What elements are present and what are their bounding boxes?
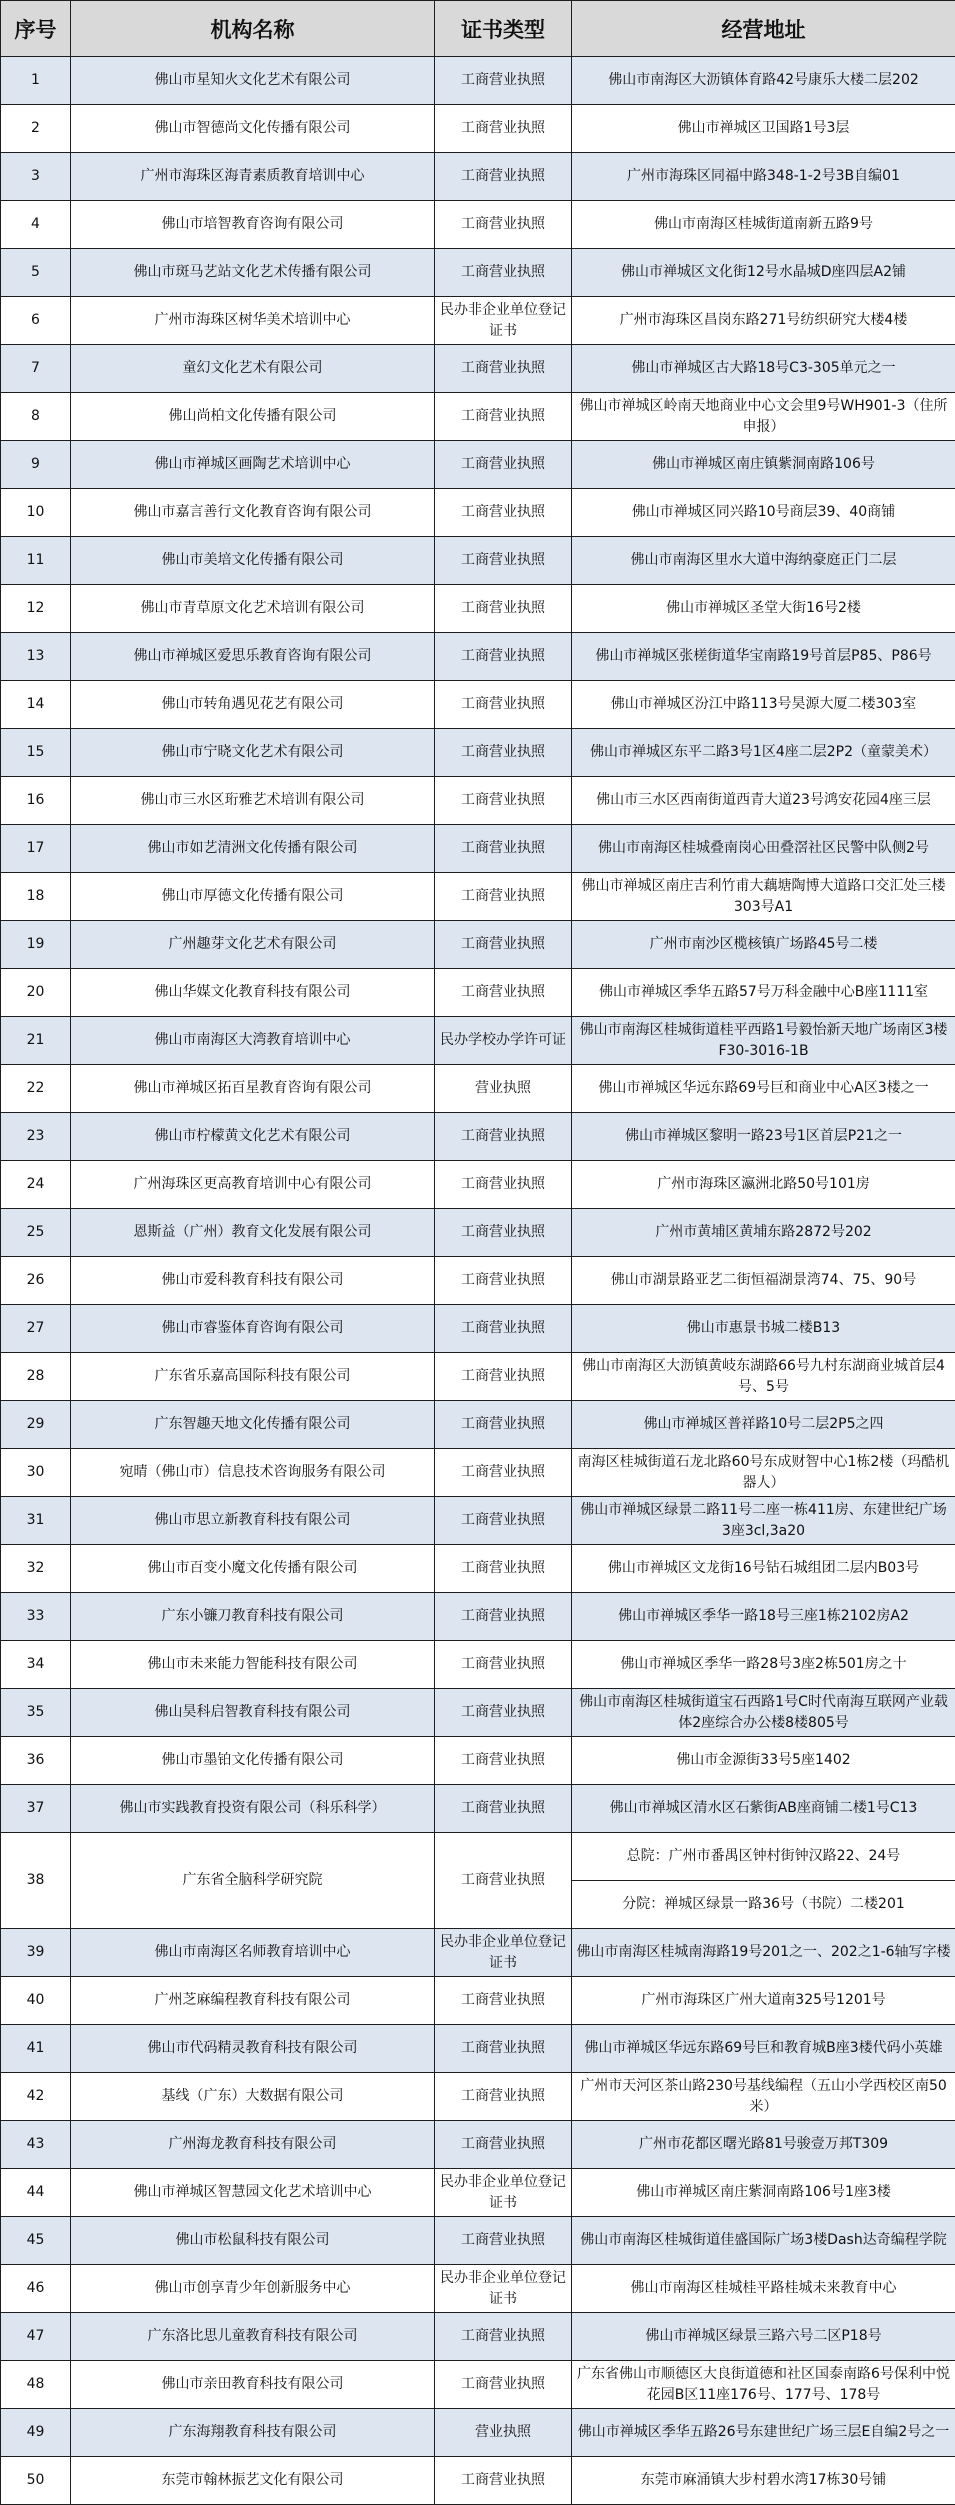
row-number: 48 [1,2361,71,2409]
table-row [1,489,955,537]
row-number: 18 [1,873,71,921]
certificate-type: 民办非企业单位登记证书 [435,1929,572,1977]
row-number: 11 [1,537,71,585]
row-number: 13 [1,633,71,681]
table-row [1,2073,955,2121]
certificate-type: 工商营业执照 [435,201,572,249]
row-number: 12 [1,585,71,633]
row-number: 46 [1,2265,71,2313]
certificate-type: 工商营业执照 [435,2073,572,2121]
business-address: 佛山市禅城区华远东路69号巨和商业中心A区3楼之一 [572,1065,955,1113]
institution-name: 广州芝麻编程教育科技有限公司 [71,1977,435,2025]
certificate-type: 工商营业执照 [435,1209,572,1257]
institution-name: 佛山市创享青少年创新服务中心 [71,2265,435,2313]
row-number: 45 [1,2217,71,2265]
row-number: 23 [1,1113,71,1161]
certificate-type: 工商营业执照 [435,1593,572,1641]
business-address: 广州市花都区曙光路81号骏壹万邦T309 [572,2121,955,2169]
business-address: 佛山市三水区西南街道西青大道23号鸿安花园4座三层 [572,777,955,825]
row-number: 40 [1,1977,71,2025]
business-address: 佛山市禅城区季华五路57号万科金融中心B座1111室 [572,969,955,1017]
row-number: 29 [1,1401,71,1449]
table-row [1,2409,955,2457]
certificate-type: 工商营业执照 [435,633,572,681]
certificate-type: 工商营业执照 [435,921,572,969]
business-address: 佛山市南海区桂城街道南新五路9号 [572,201,955,249]
row-number: 28 [1,1353,71,1401]
business-address: 广州市海珠区广州大道南325号1201号 [572,1977,955,2025]
table-row [1,1833,955,1929]
table-row [1,873,955,921]
institution-name: 广东智趣天地文化传播有限公司 [71,1401,435,1449]
business-address: 佛山市禅城区同兴路10号商层39、40商铺 [572,489,955,537]
institution-name: 佛山尚柏文化传播有限公司 [71,393,435,441]
institution-name: 佛山市智德尚文化传播有限公司 [71,105,435,153]
business-address: 佛山市南海区桂城南海路19号201之一、202之1-6轴写字楼 [572,1929,955,1977]
certificate-type: 工商营业执照 [435,1401,572,1449]
business-address: 广州市黄埔区黄埔东路2872号202 [572,1209,955,1257]
certificate-type: 工商营业执照 [435,441,572,489]
institution-name: 广州海龙教育科技有限公司 [71,2121,435,2169]
table-row [1,1929,955,1977]
row-number: 17 [1,825,71,873]
row-number: 33 [1,1593,71,1641]
certificate-type: 民办学校办学许可证 [435,1017,572,1065]
institution-name: 佛山市睿鉴体育咨询有限公司 [71,1305,435,1353]
row-number: 4 [1,201,71,249]
table-row [1,1401,955,1449]
institution-name: 佛山市星知火文化艺术有限公司 [71,57,435,105]
certificate-type: 工商营业执照 [435,1737,572,1785]
business-address: 佛山市南海区桂城叠南岗心田叠滘社区民警中队侧2号 [572,825,955,873]
table-row [1,297,955,345]
table-row [1,921,955,969]
row-number: 24 [1,1161,71,1209]
certificate-type: 工商营业执照 [435,1977,572,2025]
institution-name: 广州趣芽文化艺术有限公司 [71,921,435,969]
certificate-type: 工商营业执照 [435,873,572,921]
certificate-type: 工商营业执照 [435,681,572,729]
table-row [1,969,955,1017]
business-address: 佛山市禅城区圣堂大街16号2楼 [572,585,955,633]
institution-name: 佛山市宁晓文化艺术有限公司 [71,729,435,777]
row-number: 47 [1,2313,71,2361]
business-address: 佛山市禅城区普祥路10号二层2P5之四 [572,1401,955,1449]
business-address: 佛山市禅城区季华五路26号东建世纪广场三层E自编2号之一 [572,2409,955,2457]
business-address: 佛山市禅城区绿景三路六号二区P18号 [572,2313,955,2361]
table-row [1,1977,955,2025]
institution-name: 佛山市禅城区智慧园文化艺术培训中心 [71,2169,435,2217]
table-row [1,2265,955,2313]
row-number: 30 [1,1449,71,1497]
certificate-type: 工商营业执照 [435,537,572,585]
table-row [1,1449,955,1497]
business-address: 佛山市南海区桂城桂平路桂城未来教育中心 [572,2265,955,2313]
certificate-type: 工商营业执照 [435,1785,572,1833]
institution-name: 佛山市禅城区拓百星教育咨询有限公司 [71,1065,435,1113]
row-number: 14 [1,681,71,729]
table-row [1,1305,955,1353]
certificate-type: 工商营业执照 [435,1497,572,1545]
certificate-type: 工商营业执照 [435,1113,572,1161]
certificate-type: 工商营业执照 [435,2361,572,2409]
certificate-type: 工商营业执照 [435,2313,572,2361]
row-number: 15 [1,729,71,777]
business-address: 南海区桂城街道石龙北路60号东成财智中心1栋2楼（玛酷机器人） [572,1449,955,1497]
table-row [1,2361,955,2409]
table-row [1,585,955,633]
address-part: 分院：禅城区绿景一路36号（书院）二楼201 [576,1881,951,1928]
table-row [1,105,955,153]
business-address: 佛山市禅城区南庄紫洞南路106号1座3楼 [572,2169,955,2217]
row-number: 25 [1,1209,71,1257]
table-row [1,825,955,873]
row-number: 42 [1,2073,71,2121]
table-row [1,57,955,105]
certificate-type: 民办非企业单位登记证书 [435,2169,572,2217]
institution-name: 佛山市思立新教育科技有限公司 [71,1497,435,1545]
table-row [1,201,955,249]
table-row [1,1593,955,1641]
table-row [1,1113,955,1161]
certificate-type: 工商营业执照 [435,1161,572,1209]
row-number: 19 [1,921,71,969]
table-row [1,1161,955,1209]
business-address: 佛山市禅城区季华一路18号三座1栋2102房A2 [572,1593,955,1641]
business-address: 东莞市麻涌镇大步村碧水湾17栋30号铺 [572,2457,955,2505]
certificate-type: 工商营业执照 [435,585,572,633]
institution-name: 东莞市翰林振艺文化有限公司 [71,2457,435,2505]
row-number: 38 [1,1833,71,1929]
table-row [1,681,955,729]
row-number: 50 [1,2457,71,2505]
business-address: 佛山市南海区大沥镇体育路42号康乐大楼二层202 [572,57,955,105]
certificate-type: 工商营业执照 [435,729,572,777]
business-address: 佛山市禅城区文化街12号水晶城D座四层A2铺 [572,249,955,297]
row-number: 7 [1,345,71,393]
row-number: 44 [1,2169,71,2217]
row-number: 3 [1,153,71,201]
institution-name: 佛山市美培文化传播有限公司 [71,537,435,585]
business-address: 佛山市禅城区文龙街16号钻石城组团二层内B03号 [572,1545,955,1593]
certificate-type: 工商营业执照 [435,1545,572,1593]
business-address: 佛山市南海区大沥镇黄岐东湖路66号九村东湖商业城首层4号、5号 [572,1353,955,1401]
institution-name: 广州海珠区更高教育培训中心有限公司 [71,1161,435,1209]
header-no: 序号 [1,1,71,57]
institution-name: 佛山市三水区珩雅艺术培训有限公司 [71,777,435,825]
row-number: 10 [1,489,71,537]
header-name: 机构名称 [71,1,435,57]
row-number: 2 [1,105,71,153]
row-number: 27 [1,1305,71,1353]
business-address: 佛山市南海区里水大道中海纳豪庭正门二层 [572,537,955,585]
table-row [1,729,955,777]
row-number: 35 [1,1689,71,1737]
business-address: 广州市天河区茶山路230号基线编程（五山小学西校区南50米） [572,2073,955,2121]
certificate-type: 营业执照 [435,2409,572,2457]
institution-name: 佛山市禅城区爱思乐教育咨询有限公司 [71,633,435,681]
row-number: 43 [1,2121,71,2169]
certificate-type: 工商营业执照 [435,2217,572,2265]
certificate-type: 工商营业执照 [435,489,572,537]
certificate-type: 营业执照 [435,1065,572,1113]
table-row [1,1785,955,1833]
table-row [1,345,955,393]
table-body [1,57,955,2505]
certificate-type: 民办非企业单位登记证书 [435,297,572,345]
row-number: 5 [1,249,71,297]
header-addr: 经营地址 [572,1,955,57]
header-row [1,1,955,57]
institution-name: 佛山市爱科教育科技有限公司 [71,1257,435,1305]
business-address: 广东省佛山市顺德区大良街道德和社区国泰南路6号保利中悦花园B区11座176号、177号、178号 [572,2361,955,2409]
institution-name: 宛晴（佛山市）信息技术咨询服务有限公司 [71,1449,435,1497]
row-number: 8 [1,393,71,441]
institution-name: 基线（广东）大数据有限公司 [71,2073,435,2121]
business-address [572,1833,955,1929]
institution-name: 佛山市转角遇见花艺有限公司 [71,681,435,729]
certificate-type: 工商营业执照 [435,777,572,825]
certificate-type: 工商营业执照 [435,1305,572,1353]
institution-name: 广东小镰刀教育科技有限公司 [71,1593,435,1641]
table-row [1,393,955,441]
row-number: 16 [1,777,71,825]
business-address: 广州市南沙区榄核镇广场路45号二楼 [572,921,955,969]
row-number: 26 [1,1257,71,1305]
institution-name: 佛山市柠檬黄文化艺术有限公司 [71,1113,435,1161]
institution-name: 佛山市未来能力智能科技有限公司 [71,1641,435,1689]
table-row [1,537,955,585]
institution-name: 恩斯益（广州）教育文化发展有限公司 [71,1209,435,1257]
business-address: 广州市海珠区同福中路348-1-2号3B自编01 [572,153,955,201]
table-row [1,1497,955,1545]
certificate-type: 工商营业执照 [435,2121,572,2169]
row-number: 20 [1,969,71,1017]
certificate-type: 工商营业执照 [435,1641,572,1689]
table-row [1,441,955,489]
certificate-type: 工商营业执照 [435,249,572,297]
table-row [1,2121,955,2169]
institution-name: 佛山市代码精灵教育科技有限公司 [71,2025,435,2073]
business-address: 佛山市禅城区南庄吉利竹甫大藕塘陶博大道路口交汇处三楼303号A1 [572,873,955,921]
certificate-type: 工商营业执照 [435,153,572,201]
certificate-type: 工商营业执照 [435,1353,572,1401]
table-row [1,1017,955,1065]
certificate-type: 工商营业执照 [435,2457,572,2505]
business-address: 佛山市禅城区岭南天地商业中心文会里9号WH901-3（住所申报） [572,393,955,441]
certificate-type: 工商营业执照 [435,1449,572,1497]
table-row [1,2313,955,2361]
institution-name: 佛山市青草原文化艺术培训有限公司 [71,585,435,633]
business-address: 广州市海珠区瀛洲北路50号101房 [572,1161,955,1209]
row-number: 31 [1,1497,71,1545]
certificate-type: 工商营业执照 [435,969,572,1017]
certificate-type: 工商营业执照 [435,1833,572,1929]
institution-name: 广州市海珠区树华美术培训中心 [71,297,435,345]
table-row [1,2457,955,2505]
business-address: 佛山市禅城区张槎街道华宝南路19号首层P85、P86号 [572,633,955,681]
business-address: 佛山市禅城区华远东路69号巨和教育城B座3楼代码小英雄 [572,2025,955,2073]
business-address: 佛山市禅城区古大路18号C3-305单元之一 [572,345,955,393]
certificate-type: 工商营业执照 [435,1689,572,1737]
table-row [1,2169,955,2217]
table-row [1,1257,955,1305]
business-address: 佛山市禅城区黎明一路23号1区首层P21之一 [572,1113,955,1161]
table-row [1,1737,955,1785]
business-address: 佛山市金源街33号5座1402 [572,1737,955,1785]
table-row [1,1545,955,1593]
certificate-type: 工商营业执照 [435,393,572,441]
institution-name: 佛山市墨铂文化传播有限公司 [71,1737,435,1785]
row-number: 41 [1,2025,71,2073]
table-row [1,1353,955,1401]
row-number: 37 [1,1785,71,1833]
institution-name: 佛山市如艺清洲文化传播有限公司 [71,825,435,873]
row-number: 9 [1,441,71,489]
institution-name: 佛山市实践教育投资有限公司（科乐科学） [71,1785,435,1833]
institution-name: 广州市海珠区海青素质教育培训中心 [71,153,435,201]
institution-name: 佛山市亲田教育科技有限公司 [71,2361,435,2409]
certificate-type: 工商营业执照 [435,1257,572,1305]
business-address: 佛山市南海区桂城街道桂平西路1号毅怡新天地广场南区3楼F30-3016-1B [572,1017,955,1065]
business-address: 广州市海珠区昌岗东路271号纺织研究大楼4楼 [572,297,955,345]
institution-name: 佛山市斑马艺站文化艺术传播有限公司 [71,249,435,297]
institution-name: 佛山昊科启智教育科技有限公司 [71,1689,435,1737]
business-address: 佛山市南海区桂城街道宝石西路1号C时代南海互联网产业载体2座综合办公楼8楼805号 [572,1689,955,1737]
header-cert: 证书类型 [435,1,572,57]
table-row [1,153,955,201]
institution-name: 佛山华媒文化教育科技有限公司 [71,969,435,1017]
business-address: 佛山市禅城区绿景二路11号二座一栋411房、东建世纪广场3座3cl,3a20 [572,1497,955,1545]
table-row [1,777,955,825]
row-number: 36 [1,1737,71,1785]
institution-name: 广东海翔教育科技有限公司 [71,2409,435,2457]
business-address: 佛山市禅城区清水区石紫街AB座商铺二楼1号C13 [572,1785,955,1833]
table-row [1,2217,955,2265]
row-number: 6 [1,297,71,345]
institution-name: 佛山市嘉言善行文化教育咨询有限公司 [71,489,435,537]
row-number: 34 [1,1641,71,1689]
business-address: 佛山市禅城区南庄镇紫洞南路106号 [572,441,955,489]
certificate-type: 工商营业执照 [435,2025,572,2073]
certificate-type: 民办非企业单位登记证书 [435,2265,572,2313]
table-row [1,2025,955,2073]
institution-name: 佛山市百变小魔文化传播有限公司 [71,1545,435,1593]
table-row [1,249,955,297]
business-address: 佛山市南海区桂城街道佳盛国际广场3楼Dash达奇编程学院 [572,2217,955,2265]
row-number: 21 [1,1017,71,1065]
business-address: 佛山市禅城区季华一路28号3座2栋501房之十 [572,1641,955,1689]
institution-name: 广东省乐嘉高国际科技有限公司 [71,1353,435,1401]
table-row [1,1689,955,1737]
institution-name: 广东省全脑科学研究院 [71,1833,435,1929]
certificate-type: 工商营业执照 [435,825,572,873]
table-row [1,633,955,681]
institution-name: 童幻文化艺术有限公司 [71,345,435,393]
business-address: 佛山市惠景书城二楼B13 [572,1305,955,1353]
institution-name: 佛山市南海区名师教育培训中心 [71,1929,435,1977]
table-row [1,1209,955,1257]
row-number: 39 [1,1929,71,1977]
certificate-type: 工商营业执照 [435,105,572,153]
row-number: 1 [1,57,71,105]
address-part: 总院：广州市番禺区钟村街钟汉路22、24号 [576,1833,951,1880]
institution-name: 佛山市培智教育咨询有限公司 [71,201,435,249]
business-address: 佛山市禅城区汾江中路113号昊源大厦二楼303室 [572,681,955,729]
row-number: 22 [1,1065,71,1113]
institution-name: 佛山市松鼠科技有限公司 [71,2217,435,2265]
certificate-type: 工商营业执照 [435,345,572,393]
institution-name: 佛山市禅城区画陶艺术培训中心 [71,441,435,489]
table-row [1,1065,955,1113]
certificate-type: 工商营业执照 [435,57,572,105]
table-row [1,1641,955,1689]
business-address: 佛山市湖景路亚艺二街恒福湖景湾74、75、90号 [572,1257,955,1305]
business-address: 佛山市禅城区卫国路1号3层 [572,105,955,153]
row-number: 49 [1,2409,71,2457]
institution-name: 广东洛比思儿童教育科技有限公司 [71,2313,435,2361]
institution-name: 佛山市南海区大湾教育培训中心 [71,1017,435,1065]
row-number: 32 [1,1545,71,1593]
business-address: 佛山市禅城区东平二路3号1区4座二层2P2（童蒙美术） [572,729,955,777]
institution-name: 佛山市厚德文化传播有限公司 [71,873,435,921]
